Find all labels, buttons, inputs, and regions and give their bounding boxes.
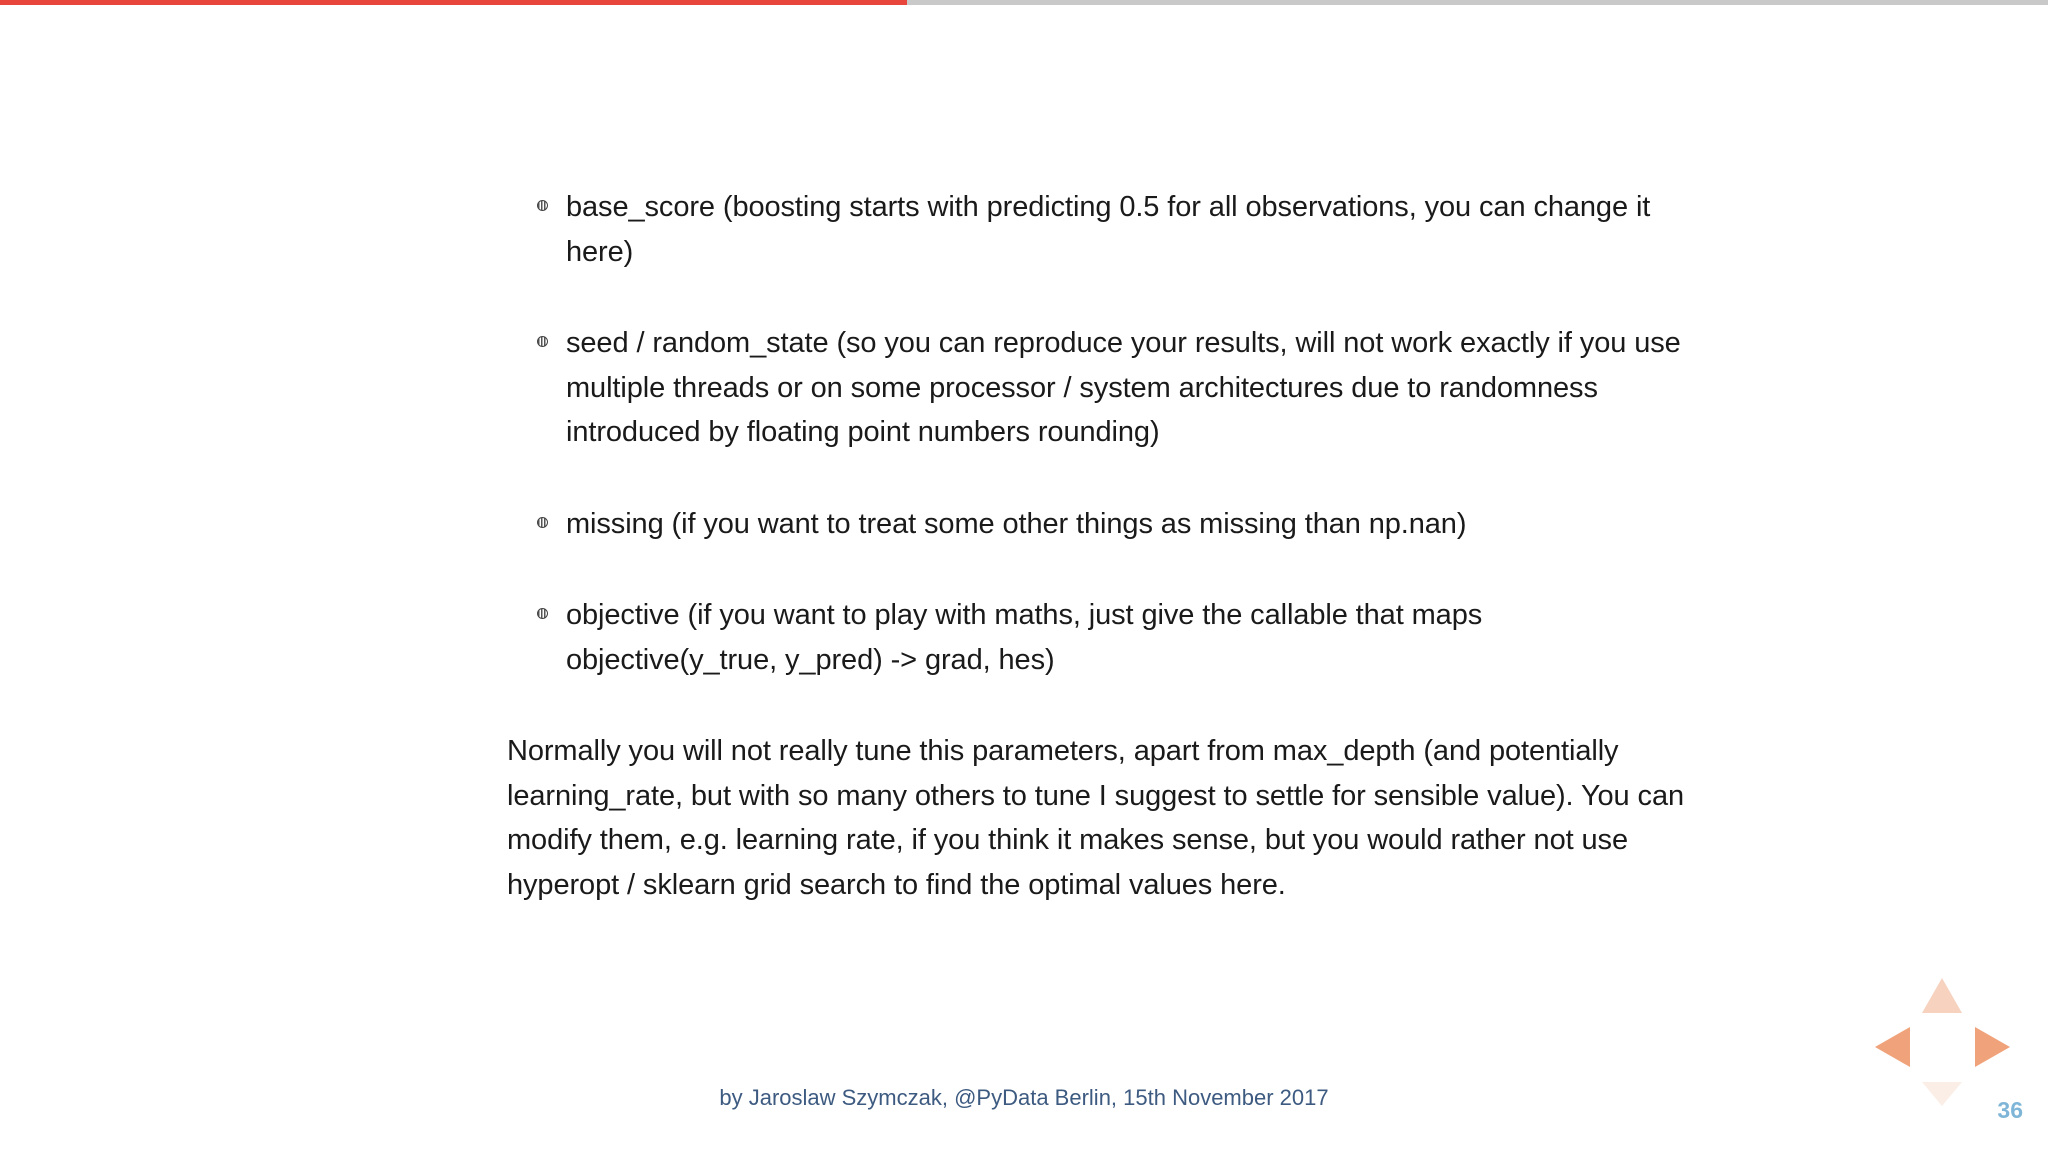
bullet-text: seed / random_state (so you can reproduce your results, will not work exactly if you use multiple threads or on some processor / system architectures due to randomness introduced by floating point numbers rounding) [566, 327, 1681, 448]
list-item [566, 321, 1697, 455]
progress-bar-fill [0, 0, 907, 5]
body-paragraph: Normally you will not really tune this parameters, apart from max_depth (and potentially learning_rate, but with so many others to tune I suggest to settle for sensible value). You can modify them, e.g. learning rate, if you think it makes sense, but you would rather not use hyperopt / sklearn grid search to find the optimal values here. [507, 735, 1684, 901]
slide-number: 36 [1997, 1097, 2023, 1123]
bullet-text: base_score (boosting starts with predicting 0.5 for all observations, you can change it here) [566, 191, 1651, 268]
bullet-list [507, 185, 1697, 682]
progress-bar [0, 0, 2048, 5]
bullet-text: missing (if you want to treat some other things as missing than np.nan) [566, 507, 1467, 540]
bullet-icon [537, 336, 548, 347]
footer-credit: by Jaroslaw Szymczak, @PyData Berlin, 15th November 2017 [719, 1085, 1329, 1110]
bullet-icon [537, 608, 548, 619]
list-item [566, 185, 1697, 274]
slide-navigation [1872, 978, 1996, 1102]
bullet-icon [537, 200, 548, 211]
arrow-up-icon[interactable] [1922, 978, 1962, 1013]
bullet-icon [537, 517, 548, 528]
arrow-left-icon[interactable] [1875, 1027, 1910, 1067]
list-item [566, 593, 1697, 682]
arrow-down-icon[interactable] [1922, 1082, 1962, 1106]
list-item [566, 502, 1697, 547]
bullet-text: objective (if you want to play with maths, just give the callable that maps objective(y_true, y_pred) -> grad, hes) [566, 599, 1483, 676]
slide-content [507, 185, 1697, 907]
arrow-right-icon[interactable] [1975, 1027, 2010, 1067]
